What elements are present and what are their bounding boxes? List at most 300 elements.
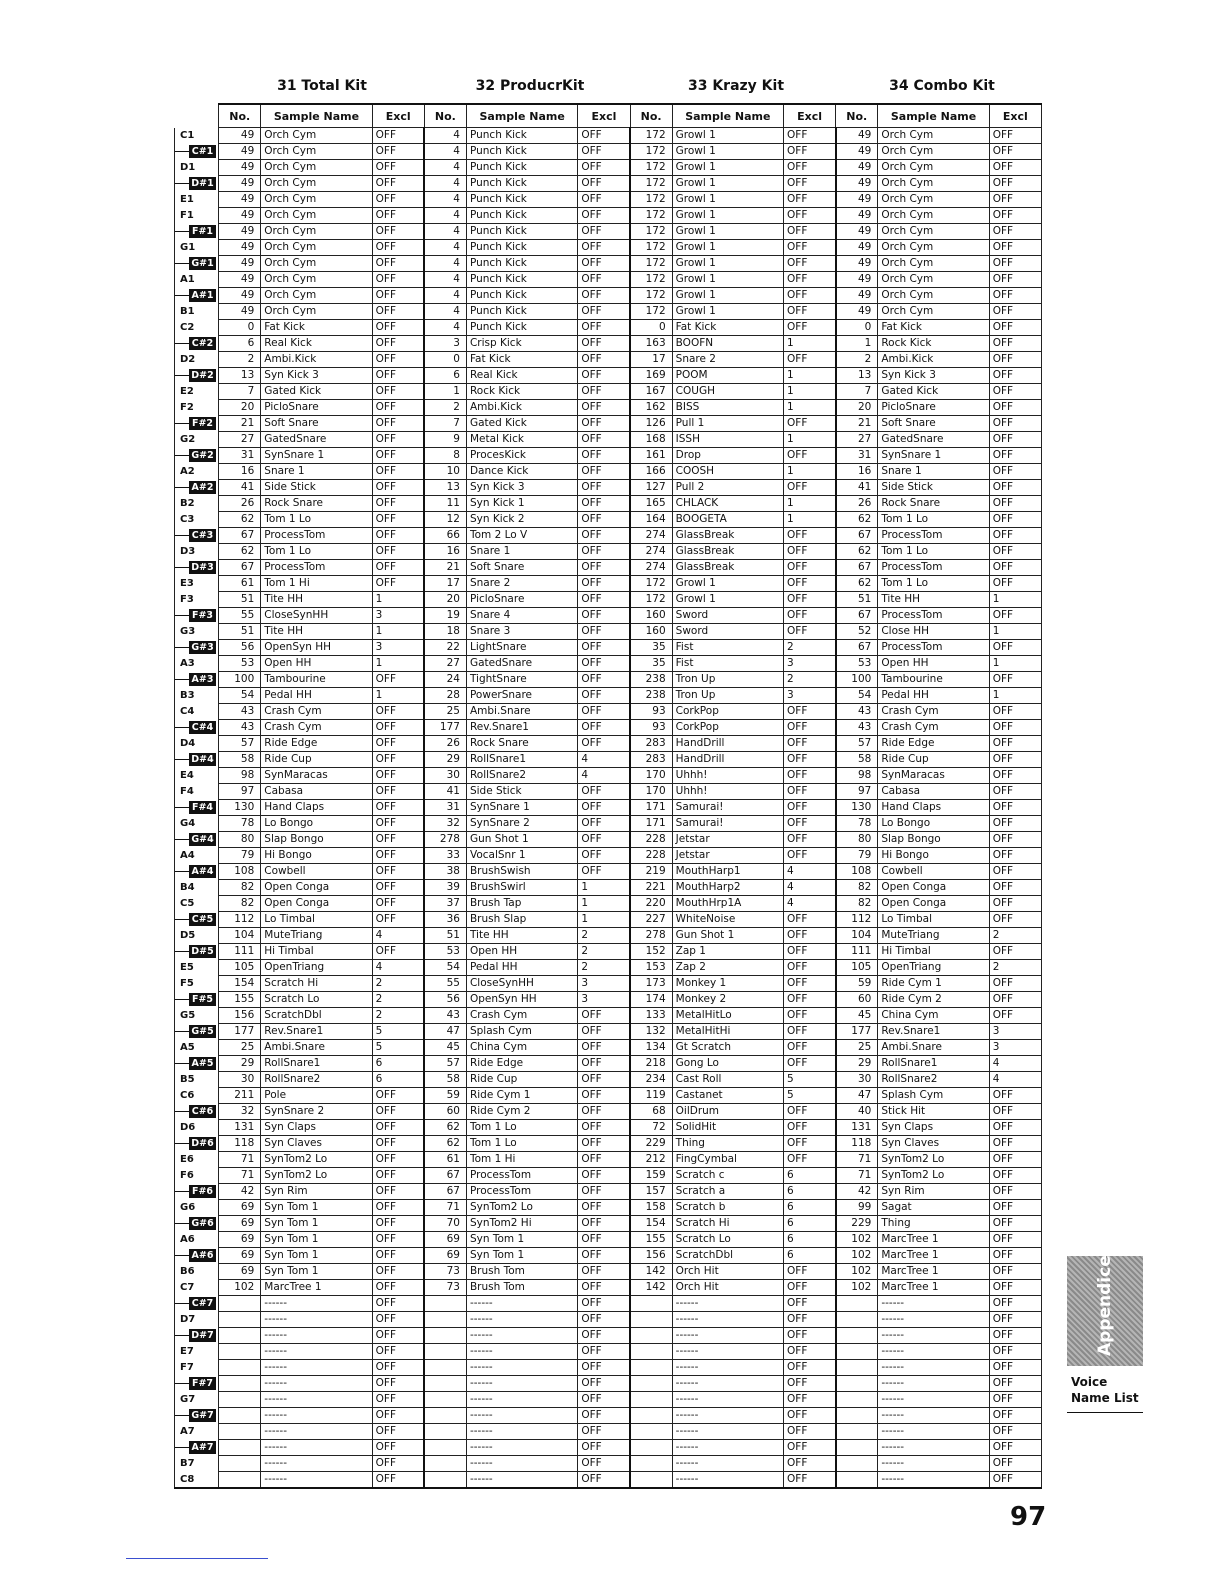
excl-cell: 6: [372, 1056, 424, 1072]
excl-cell: OFF: [578, 864, 630, 880]
table-row: [175, 1248, 1042, 1264]
sample-name-cell: Scratch Hi: [672, 1216, 783, 1232]
excl-cell: OFF: [372, 1312, 424, 1328]
excl-cell: OFF: [784, 208, 836, 224]
key-cell: [175, 704, 219, 720]
excl-cell: OFF: [372, 160, 424, 176]
table-row: [175, 1264, 1042, 1280]
excl-cell: OFF: [784, 304, 836, 320]
sample-number-cell: 49: [836, 208, 878, 224]
excl-cell: OFF: [989, 944, 1041, 960]
sample-name-cell: HandDrill: [672, 736, 783, 752]
excl-cell: 4: [372, 960, 424, 976]
excl-cell: OFF: [784, 1472, 836, 1489]
sample-name-cell: Tron Up: [672, 672, 783, 688]
sample-name-cell: PicloSnare: [261, 400, 372, 416]
table-row: [175, 656, 1042, 672]
sample-number-cell: 160: [630, 608, 672, 624]
sample-number-cell: 61: [424, 1152, 466, 1168]
black-key-label: G#6: [189, 1217, 216, 1230]
sample-number-cell: 62: [836, 512, 878, 528]
sample-name-cell: Real Kick: [261, 336, 372, 352]
sample-number-cell: 56: [424, 992, 466, 1008]
sample-number-cell: [219, 1424, 261, 1440]
sample-number-cell: [424, 1392, 466, 1408]
sample-number-cell: [836, 1440, 878, 1456]
table-row: [175, 976, 1042, 992]
no-header: No.: [219, 104, 261, 128]
sample-number-cell: 173: [630, 976, 672, 992]
table-row: [175, 144, 1042, 160]
white-key-label: B5: [180, 1074, 195, 1085]
sample-name-cell: MouthHarp1: [672, 864, 783, 880]
excl-cell: OFF: [578, 352, 630, 368]
excl-cell: OFF: [989, 1344, 1041, 1360]
sample-name-cell: Orch Cym: [878, 176, 989, 192]
sample-name-cell: Syn Tom 1: [261, 1200, 372, 1216]
sample-number-cell: 41: [424, 784, 466, 800]
excl-cell: OFF: [372, 384, 424, 400]
sample-number-cell: 29: [219, 1056, 261, 1072]
excl-cell: OFF: [784, 976, 836, 992]
sample-name-cell: Snare 2: [672, 352, 783, 368]
excl-cell: OFF: [784, 704, 836, 720]
sample-number-cell: 49: [219, 176, 261, 192]
white-key-label: B3: [180, 690, 195, 701]
excl-cell: OFF: [989, 1120, 1041, 1136]
sample-name-cell: Zap 1: [672, 944, 783, 960]
table-row: [175, 544, 1042, 560]
sample-number-cell: 24: [424, 672, 466, 688]
sample-name-cell: Growl 1: [672, 288, 783, 304]
key-cell: [175, 1136, 219, 1152]
excl-cell: OFF: [578, 1344, 630, 1360]
sample-name-cell: CorkPop: [672, 704, 783, 720]
table-row: [175, 816, 1042, 832]
sample-name-cell: Open HH: [466, 944, 577, 960]
sample-number-cell: 21: [424, 560, 466, 576]
sample-name-cell: Punch Kick: [466, 208, 577, 224]
excl-cell: OFF: [372, 240, 424, 256]
sample-name-cell: MuteTriang: [261, 928, 372, 944]
key-cell: [175, 128, 219, 144]
excl-cell: OFF: [784, 784, 836, 800]
page-number: 97: [1010, 1502, 1047, 1532]
excl-cell: OFF: [989, 1392, 1041, 1408]
excl-cell: OFF: [372, 1216, 424, 1232]
sample-number-cell: 221: [630, 880, 672, 896]
sample-number-cell: 102: [836, 1248, 878, 1264]
sample-name-cell: Rock Snare: [878, 496, 989, 512]
excl-cell: OFF: [989, 272, 1041, 288]
sample-name-cell: COUGH: [672, 384, 783, 400]
sample-number-cell: [424, 1424, 466, 1440]
sample-number-cell: 112: [836, 912, 878, 928]
sample-name-cell: OpenSyn HH: [466, 992, 577, 1008]
sample-name-cell: VocalSnr 1: [466, 848, 577, 864]
sample-number-cell: 56: [219, 640, 261, 656]
excl-cell: OFF: [372, 816, 424, 832]
sample-name-cell: Lo Timbal: [261, 912, 372, 928]
sample-number-cell: 168: [630, 432, 672, 448]
key-cell: [175, 1360, 219, 1376]
sample-number-cell: 82: [836, 896, 878, 912]
sample-number-cell: 1: [836, 336, 878, 352]
sample-number-cell: 172: [630, 224, 672, 240]
sample-name-cell: Orch Cym: [261, 288, 372, 304]
excl-cell: OFF: [372, 560, 424, 576]
excl-cell: OFF: [372, 416, 424, 432]
sample-name-cell: Orch Cym: [261, 208, 372, 224]
sample-number-cell: [219, 1344, 261, 1360]
excl-cell: 1: [578, 896, 630, 912]
sample-number-cell: 97: [219, 784, 261, 800]
sample-name-cell: MuteTriang: [878, 928, 989, 944]
sample-number-cell: 73: [424, 1264, 466, 1280]
black-key-label: G#1: [189, 257, 216, 270]
sample-name-cell: Brush Slap: [466, 912, 577, 928]
sample-number-cell: 35: [630, 640, 672, 656]
excl-cell: OFF: [372, 208, 424, 224]
sample-number-cell: 104: [219, 928, 261, 944]
sample-name-cell: Stick Hit: [878, 1104, 989, 1120]
sample-number-cell: 163: [630, 336, 672, 352]
table-row: [175, 272, 1042, 288]
sample-name-cell: BOOFN: [672, 336, 783, 352]
excl-cell: OFF: [578, 1264, 630, 1280]
excl-cell: OFF: [784, 912, 836, 928]
table-row: [175, 496, 1042, 512]
sample-name-cell: Side Stick: [466, 784, 577, 800]
sample-name-cell: Ride Cym 2: [878, 992, 989, 1008]
sample-name-cell: ProcessTom: [261, 528, 372, 544]
white-key-label: F2: [180, 402, 194, 413]
excl-cell: 6: [784, 1168, 836, 1184]
sample-name-cell: Punch Kick: [466, 160, 577, 176]
sample-number-cell: [630, 1360, 672, 1376]
excl-cell: OFF: [578, 1200, 630, 1216]
sample-name-cell: Gated Kick: [878, 384, 989, 400]
excl-cell: OFF: [578, 1328, 630, 1344]
sample-number-cell: 31: [836, 448, 878, 464]
table-row: [175, 256, 1042, 272]
black-key-label: D#2: [189, 369, 216, 382]
excl-cell: OFF: [989, 800, 1041, 816]
sample-name-header: Sample Name: [878, 104, 989, 128]
sample-number-cell: 157: [630, 1184, 672, 1200]
excl-cell: OFF: [989, 1248, 1041, 1264]
no-header: No.: [836, 104, 878, 128]
sample-name-cell: Side Stick: [261, 480, 372, 496]
excl-cell: 2: [989, 928, 1041, 944]
sample-name-cell: Tom 2 Lo V: [466, 528, 577, 544]
key-cell: [175, 528, 219, 544]
sample-number-cell: 51: [836, 592, 878, 608]
excl-cell: OFF: [578, 656, 630, 672]
excl-cell: OFF: [784, 1008, 836, 1024]
key-cell: [175, 1152, 219, 1168]
sample-number-cell: 17: [424, 576, 466, 592]
excl-cell: OFF: [372, 1152, 424, 1168]
sample-name-cell: OpenTriang: [878, 960, 989, 976]
sample-number-cell: [836, 1296, 878, 1312]
excl-cell: OFF: [578, 1280, 630, 1296]
excl-cell: OFF: [372, 1168, 424, 1184]
excl-cell: OFF: [784, 800, 836, 816]
excl-cell: 1: [372, 624, 424, 640]
sample-name-cell: Ride Cym 1: [466, 1088, 577, 1104]
key-cell: [175, 784, 219, 800]
sample-number-cell: [630, 1344, 672, 1360]
excl-cell: 1: [784, 432, 836, 448]
excl-cell: OFF: [578, 224, 630, 240]
table-row: [175, 784, 1042, 800]
sample-name-cell: Orch Cym: [878, 208, 989, 224]
sample-name-cell: Growl 1: [672, 592, 783, 608]
sample-number-cell: 1: [424, 384, 466, 400]
excl-cell: 4: [989, 1056, 1041, 1072]
sample-number-cell: 105: [836, 960, 878, 976]
sample-number-cell: 49: [219, 160, 261, 176]
sample-number-cell: 62: [219, 512, 261, 528]
sample-number-cell: [219, 1408, 261, 1424]
key-cell: [175, 880, 219, 896]
excl-cell: OFF: [372, 576, 424, 592]
sample-number-cell: 6: [219, 336, 261, 352]
sample-name-cell: Uhhh!: [672, 784, 783, 800]
sample-name-cell: RollSnare1: [261, 1056, 372, 1072]
sample-number-cell: 20: [836, 400, 878, 416]
excl-cell: OFF: [989, 768, 1041, 784]
sample-number-cell: 111: [836, 944, 878, 960]
sample-name-cell: RollSnare1: [466, 752, 577, 768]
key-cell: [175, 240, 219, 256]
sample-number-cell: 170: [630, 768, 672, 784]
excl-cell: OFF: [989, 640, 1041, 656]
key-cell: [175, 848, 219, 864]
sample-number-cell: 43: [219, 704, 261, 720]
excl-cell: OFF: [372, 192, 424, 208]
excl-cell: OFF: [578, 1056, 630, 1072]
sample-name-cell: PicloSnare: [466, 592, 577, 608]
table-row: [175, 1216, 1042, 1232]
sample-name-cell: SynTom2 Lo: [261, 1168, 372, 1184]
table-row: [175, 960, 1042, 976]
sample-number-cell: 82: [219, 880, 261, 896]
excl-cell: OFF: [784, 928, 836, 944]
sample-number-cell: 53: [836, 656, 878, 672]
sample-name-cell: Open HH: [261, 656, 372, 672]
sample-name-cell: Crash Cym: [878, 720, 989, 736]
sample-name-cell: Syn Tom 1: [466, 1248, 577, 1264]
sample-name-cell: Samurai!: [672, 816, 783, 832]
table-row: [175, 1136, 1042, 1152]
sample-name-cell: Rock Kick: [466, 384, 577, 400]
sample-name-cell: Scratch Hi: [261, 976, 372, 992]
excl-cell: OFF: [784, 1120, 836, 1136]
excl-cell: OFF: [578, 448, 630, 464]
sample-number-cell: 234: [630, 1072, 672, 1088]
table-row: [175, 1296, 1042, 1312]
excl-cell: OFF: [578, 208, 630, 224]
key-cell: [175, 1184, 219, 1200]
excl-cell: OFF: [578, 608, 630, 624]
sample-name-cell: Scratch a: [672, 1184, 783, 1200]
excl-cell: OFF: [784, 1040, 836, 1056]
sample-number-cell: 172: [630, 592, 672, 608]
sample-name-cell: Metal Kick: [466, 432, 577, 448]
sample-number-cell: 211: [219, 1088, 261, 1104]
excl-cell: OFF: [372, 1392, 424, 1408]
sample-number-cell: 4: [424, 192, 466, 208]
sample-number-cell: 71: [836, 1168, 878, 1184]
excl-cell: 4: [372, 928, 424, 944]
sample-number-cell: 25: [424, 704, 466, 720]
key-cell: [175, 496, 219, 512]
excl-cell: OFF: [372, 256, 424, 272]
sample-name-cell: GlassBreak: [672, 544, 783, 560]
sample-name-cell: Fist: [672, 656, 783, 672]
sample-number-cell: 40: [836, 1104, 878, 1120]
white-key-label: D5: [180, 930, 196, 941]
sample-name-cell: CloseSynHH: [466, 976, 577, 992]
sample-name-cell: Snare 3: [466, 624, 577, 640]
sample-number-cell: [836, 1344, 878, 1360]
excl-cell: OFF: [578, 1472, 630, 1489]
key-cell: [175, 816, 219, 832]
sample-number-cell: 154: [630, 1216, 672, 1232]
sample-name-cell: MouthHarp2: [672, 880, 783, 896]
excl-cell: OFF: [372, 768, 424, 784]
sample-number-cell: [424, 1328, 466, 1344]
excl-cell: OFF: [578, 400, 630, 416]
sample-number-cell: 68: [630, 1104, 672, 1120]
excl-cell: OFF: [578, 672, 630, 688]
excl-cell: OFF: [784, 128, 836, 144]
sample-number-cell: 111: [219, 944, 261, 960]
excl-cell: OFF: [578, 704, 630, 720]
sample-name-cell: SynMaracas: [261, 768, 372, 784]
sample-number-cell: 172: [630, 128, 672, 144]
excl-cell: OFF: [578, 272, 630, 288]
black-key-label: A#5: [189, 1057, 216, 1070]
excl-cell: 1: [784, 512, 836, 528]
excl-cell: 1: [578, 880, 630, 896]
sample-number-cell: 58: [424, 1072, 466, 1088]
excl-cell: OFF: [578, 480, 630, 496]
sample-name-cell: Sword: [672, 608, 783, 624]
table-row: [175, 320, 1042, 336]
sample-name-cell: COOSH: [672, 464, 783, 480]
sample-number-cell: 134: [630, 1040, 672, 1056]
sample-number-cell: 0: [630, 320, 672, 336]
excl-cell: OFF: [989, 1456, 1041, 1472]
sample-name-cell: Orch Cym: [878, 240, 989, 256]
sample-name-cell: Gt Scratch: [672, 1040, 783, 1056]
black-key-label: D#4: [189, 753, 216, 766]
excl-cell: OFF: [784, 592, 836, 608]
sample-name-cell: Rock Snare: [261, 496, 372, 512]
sample-name-cell: Tambourine: [261, 672, 372, 688]
excl-cell: OFF: [372, 1232, 424, 1248]
table-row: [175, 752, 1042, 768]
sample-name-cell: ------: [466, 1360, 577, 1376]
excl-cell: 3: [989, 1040, 1041, 1056]
table-row: [175, 192, 1042, 208]
sample-number-cell: 98: [219, 768, 261, 784]
sample-name-cell: Orch Cym: [261, 192, 372, 208]
excl-cell: OFF: [578, 1120, 630, 1136]
sample-number-cell: 69: [424, 1232, 466, 1248]
sample-number-cell: [424, 1376, 466, 1392]
excl-cell: OFF: [989, 1408, 1041, 1424]
sample-name-cell: ------: [261, 1392, 372, 1408]
black-key-label: F#1: [189, 225, 216, 238]
sample-number-cell: 51: [424, 928, 466, 944]
excl-cell: OFF: [372, 1376, 424, 1392]
sample-number-cell: [836, 1360, 878, 1376]
excl-cell: OFF: [989, 528, 1041, 544]
sample-name-cell: Pedal HH: [261, 688, 372, 704]
excl-cell: OFF: [578, 1376, 630, 1392]
sample-number-cell: 102: [836, 1280, 878, 1296]
sample-name-cell: Syn Tom 1: [261, 1264, 372, 1280]
sample-name-cell: ------: [466, 1328, 577, 1344]
sample-name-cell: OpenSyn HH: [261, 640, 372, 656]
sample-number-cell: 172: [630, 192, 672, 208]
excl-cell: OFF: [578, 1408, 630, 1424]
key-cell: [175, 1120, 219, 1136]
drum-kit-table: [174, 103, 1042, 1489]
black-key-label: A#3: [189, 673, 216, 686]
sample-number-cell: 177: [836, 1024, 878, 1040]
sample-name-cell: Punch Kick: [466, 128, 577, 144]
sample-number-cell: 2: [424, 400, 466, 416]
key-cell: [175, 1232, 219, 1248]
key-cell: [175, 448, 219, 464]
key-cell: [175, 1264, 219, 1280]
white-key-label: C8: [180, 1473, 195, 1485]
excl-cell: 4: [784, 880, 836, 896]
sample-number-cell: 13: [836, 368, 878, 384]
excl-cell: OFF: [784, 736, 836, 752]
sample-number-cell: 42: [836, 1184, 878, 1200]
table-row: [175, 1104, 1042, 1120]
kit-title-32: 32 ProducrKit: [475, 78, 585, 94]
table-row: [175, 560, 1042, 576]
black-key-label: G#2: [189, 449, 216, 462]
sample-name-cell: Ambi.Snare: [878, 1040, 989, 1056]
excl-cell: 6: [784, 1232, 836, 1248]
excl-cell: OFF: [372, 544, 424, 560]
sample-number-cell: 42: [219, 1184, 261, 1200]
excl-cell: OFF: [989, 1440, 1041, 1456]
sample-number-cell: [630, 1424, 672, 1440]
sample-number-cell: 62: [836, 544, 878, 560]
sample-name-cell: SynSnare 2: [466, 816, 577, 832]
key-cell: [175, 416, 219, 432]
excl-cell: OFF: [372, 880, 424, 896]
sample-name-cell: Scratch Lo: [261, 992, 372, 1008]
sample-number-cell: 98: [836, 768, 878, 784]
table-row: [175, 1168, 1042, 1184]
excl-cell: OFF: [372, 144, 424, 160]
excl-cell: OFF: [989, 144, 1041, 160]
sample-number-cell: 99: [836, 1200, 878, 1216]
sample-number-cell: 22: [424, 640, 466, 656]
sample-name-cell: Tron Up: [672, 688, 783, 704]
black-key-label: G#7: [189, 1409, 216, 1422]
